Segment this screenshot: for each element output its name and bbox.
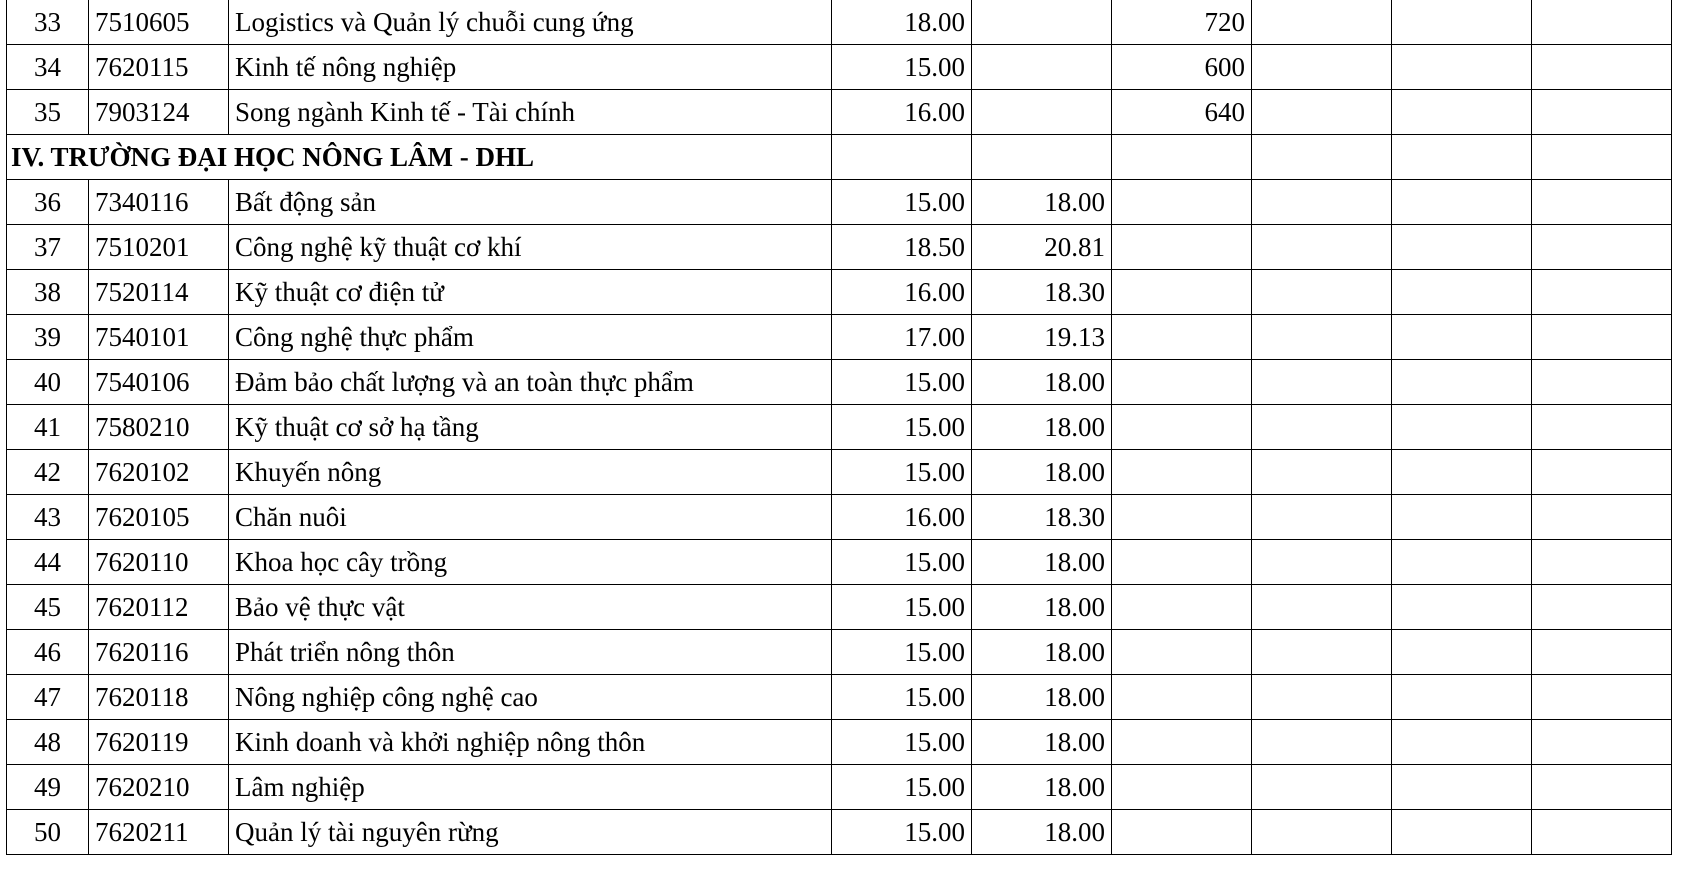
empty-cell[interactable] bbox=[1252, 675, 1392, 720]
major-code-cell[interactable]: 7580210 bbox=[89, 405, 229, 450]
score-cell-3[interactable] bbox=[1112, 315, 1252, 360]
major-name-cell[interactable]: Kỹ thuật cơ điện tử bbox=[229, 270, 832, 315]
row-number-cell[interactable]: 43 bbox=[7, 495, 89, 540]
major-code-cell[interactable]: 7340116 bbox=[89, 180, 229, 225]
score-cell-3[interactable]: 640 bbox=[1112, 90, 1252, 135]
row-number-cell[interactable]: 39 bbox=[7, 315, 89, 360]
row-number-cell[interactable]: 44 bbox=[7, 540, 89, 585]
table-row bbox=[7, 675, 1672, 720]
score-cell-2[interactable]: 20.81 bbox=[972, 225, 1112, 270]
table-row bbox=[7, 720, 1672, 765]
major-name-cell[interactable]: Bất động sản bbox=[229, 180, 832, 225]
empty-cell[interactable] bbox=[1532, 45, 1672, 90]
empty-cell[interactable] bbox=[1392, 810, 1532, 855]
major-code-cell[interactable]: 7620210 bbox=[89, 765, 229, 810]
major-name-cell[interactable]: Nông nghiệp công nghệ cao bbox=[229, 675, 832, 720]
major-name-cell[interactable]: Đảm bảo chất lượng và an toàn thực phẩm bbox=[229, 360, 832, 405]
row-number-cell[interactable]: 35 bbox=[7, 90, 89, 135]
score-cell-2[interactable]: 18.00 bbox=[972, 810, 1112, 855]
score-cell-1[interactable]: 16.00 bbox=[832, 90, 972, 135]
row-number-cell[interactable]: 36 bbox=[7, 180, 89, 225]
empty-cell[interactable] bbox=[1532, 495, 1672, 540]
score-cell-3[interactable]: 720 bbox=[1112, 0, 1252, 45]
empty-cell[interactable] bbox=[1532, 810, 1672, 855]
empty-cell[interactable] bbox=[1532, 585, 1672, 630]
empty-cell[interactable] bbox=[1252, 360, 1392, 405]
table-row bbox=[7, 810, 1672, 855]
empty-cell[interactable] bbox=[1252, 225, 1392, 270]
score-cell-1[interactable]: 18.50 bbox=[832, 225, 972, 270]
score-cell-3[interactable] bbox=[1112, 630, 1252, 675]
score-cell-3[interactable] bbox=[1112, 405, 1252, 450]
score-cell-3[interactable] bbox=[1112, 675, 1252, 720]
empty-cell[interactable] bbox=[1252, 90, 1392, 135]
table-row bbox=[7, 225, 1672, 270]
table-row bbox=[7, 585, 1672, 630]
empty-cell[interactable] bbox=[972, 135, 1112, 180]
score-cell-2[interactable]: 18.00 bbox=[972, 675, 1112, 720]
admission-score-table bbox=[6, 0, 1672, 855]
score-cell-3[interactable] bbox=[1112, 540, 1252, 585]
table-row bbox=[7, 90, 1672, 135]
empty-cell[interactable] bbox=[1532, 720, 1672, 765]
major-code-cell[interactable]: 7540101 bbox=[89, 315, 229, 360]
row-number-cell[interactable]: 47 bbox=[7, 675, 89, 720]
score-cell-2[interactable] bbox=[972, 0, 1112, 45]
major-name-cell[interactable]: Công nghệ kỹ thuật cơ khí bbox=[229, 225, 832, 270]
empty-cell[interactable] bbox=[1392, 675, 1532, 720]
empty-cell[interactable] bbox=[1532, 180, 1672, 225]
table-row bbox=[7, 495, 1672, 540]
score-cell-2[interactable]: 18.30 bbox=[972, 495, 1112, 540]
row-number-cell[interactable]: 41 bbox=[7, 405, 89, 450]
major-name-cell[interactable]: Kinh doanh và khởi nghiệp nông thôn bbox=[229, 720, 832, 765]
score-cell-3[interactable] bbox=[1112, 225, 1252, 270]
major-code-cell[interactable]: 7510201 bbox=[89, 225, 229, 270]
score-cell-2[interactable]: 18.00 bbox=[972, 405, 1112, 450]
table-row bbox=[7, 405, 1672, 450]
score-cell-2[interactable]: 18.00 bbox=[972, 720, 1112, 765]
major-code-cell[interactable]: 7620211 bbox=[89, 810, 229, 855]
major-name-cell[interactable]: Phát triển nông thôn bbox=[229, 630, 832, 675]
score-cell-2[interactable]: 19.13 bbox=[972, 315, 1112, 360]
table-body bbox=[7, 0, 1672, 855]
major-name-cell[interactable]: Kinh tế nông nghiệp bbox=[229, 45, 832, 90]
section-title[interactable]: IV. TRƯỜNG ĐẠI HỌC NÔNG LÂM - DHL bbox=[7, 135, 832, 180]
score-cell-1[interactable]: 15.00 bbox=[832, 630, 972, 675]
score-cell-3[interactable] bbox=[1112, 720, 1252, 765]
score-cell-3[interactable] bbox=[1112, 765, 1252, 810]
empty-cell[interactable] bbox=[1252, 585, 1392, 630]
score-cell-1[interactable]: 15.00 bbox=[832, 450, 972, 495]
empty-cell[interactable] bbox=[1392, 135, 1532, 180]
row-number-cell[interactable]: 37 bbox=[7, 225, 89, 270]
major-code-cell[interactable]: 7520114 bbox=[89, 270, 229, 315]
score-cell-1[interactable]: 15.00 bbox=[832, 675, 972, 720]
empty-cell[interactable] bbox=[832, 135, 972, 180]
score-cell-1[interactable]: 15.00 bbox=[832, 360, 972, 405]
major-code-cell[interactable]: 7620118 bbox=[89, 675, 229, 720]
score-cell-2[interactable]: 18.00 bbox=[972, 765, 1112, 810]
empty-cell[interactable] bbox=[1392, 0, 1532, 45]
row-number-cell[interactable]: 50 bbox=[7, 810, 89, 855]
row-number-cell[interactable]: 49 bbox=[7, 765, 89, 810]
score-cell-1[interactable]: 16.00 bbox=[832, 495, 972, 540]
major-name-cell[interactable]: Bảo vệ thực vật bbox=[229, 585, 832, 630]
row-number-cell[interactable]: 46 bbox=[7, 630, 89, 675]
row-number-cell[interactable]: 40 bbox=[7, 360, 89, 405]
empty-cell[interactable] bbox=[1392, 495, 1532, 540]
score-cell-3[interactable]: 600 bbox=[1112, 45, 1252, 90]
empty-cell[interactable] bbox=[1252, 630, 1392, 675]
table-row bbox=[7, 180, 1672, 225]
empty-cell[interactable] bbox=[1392, 450, 1532, 495]
major-code-cell[interactable]: 7540106 bbox=[89, 360, 229, 405]
row-number-cell[interactable]: 48 bbox=[7, 720, 89, 765]
major-name-cell[interactable]: Lâm nghiệp bbox=[229, 765, 832, 810]
empty-cell[interactable] bbox=[1532, 0, 1672, 45]
empty-cell[interactable] bbox=[1532, 450, 1672, 495]
empty-cell[interactable] bbox=[1392, 405, 1532, 450]
empty-cell[interactable] bbox=[1532, 540, 1672, 585]
empty-cell[interactable] bbox=[1392, 225, 1532, 270]
empty-cell[interactable] bbox=[1252, 135, 1392, 180]
row-number-cell[interactable]: 45 bbox=[7, 585, 89, 630]
table-row bbox=[7, 630, 1672, 675]
empty-cell[interactable] bbox=[1252, 315, 1392, 360]
empty-cell[interactable] bbox=[1532, 315, 1672, 360]
score-cell-1[interactable]: 16.00 bbox=[832, 270, 972, 315]
table-row bbox=[7, 765, 1672, 810]
score-cell-1[interactable]: 17.00 bbox=[832, 315, 972, 360]
score-cell-1[interactable]: 15.00 bbox=[832, 720, 972, 765]
table-row bbox=[7, 270, 1672, 315]
empty-cell[interactable] bbox=[1532, 765, 1672, 810]
score-cell-3[interactable] bbox=[1112, 450, 1252, 495]
major-name-cell[interactable]: Khoa học cây trồng bbox=[229, 540, 832, 585]
score-cell-3[interactable] bbox=[1112, 585, 1252, 630]
empty-cell[interactable] bbox=[1252, 765, 1392, 810]
major-name-cell[interactable]: Chăn nuôi bbox=[229, 495, 832, 540]
empty-cell[interactable] bbox=[1392, 720, 1532, 765]
score-cell-3[interactable] bbox=[1112, 495, 1252, 540]
empty-cell[interactable] bbox=[1392, 630, 1532, 675]
empty-cell[interactable] bbox=[1532, 360, 1672, 405]
empty-cell[interactable] bbox=[1532, 270, 1672, 315]
empty-cell[interactable] bbox=[1252, 405, 1392, 450]
table-row bbox=[7, 450, 1672, 495]
score-cell-2[interactable]: 18.00 bbox=[972, 540, 1112, 585]
major-code-cell[interactable]: 7620105 bbox=[89, 495, 229, 540]
score-cell-1[interactable]: 15.00 bbox=[832, 765, 972, 810]
empty-cell[interactable] bbox=[1532, 225, 1672, 270]
table-row bbox=[7, 0, 1672, 45]
empty-cell[interactable] bbox=[1532, 405, 1672, 450]
score-cell-1[interactable]: 18.00 bbox=[832, 0, 972, 45]
major-name-cell[interactable]: Công nghệ thực phẩm bbox=[229, 315, 832, 360]
score-cell-1[interactable]: 15.00 bbox=[832, 180, 972, 225]
score-cell-2[interactable] bbox=[972, 45, 1112, 90]
empty-cell[interactable] bbox=[1532, 630, 1672, 675]
score-cell-2[interactable] bbox=[972, 90, 1112, 135]
empty-cell[interactable] bbox=[1392, 585, 1532, 630]
empty-cell[interactable] bbox=[1252, 450, 1392, 495]
empty-cell[interactable] bbox=[1252, 180, 1392, 225]
row-number-cell[interactable]: 34 bbox=[7, 45, 89, 90]
major-code-cell[interactable]: 7510605 bbox=[89, 0, 229, 45]
empty-cell[interactable] bbox=[1392, 180, 1532, 225]
empty-cell[interactable] bbox=[1392, 360, 1532, 405]
score-cell-3[interactable] bbox=[1112, 180, 1252, 225]
empty-cell[interactable] bbox=[1392, 540, 1532, 585]
score-cell-1[interactable]: 15.00 bbox=[832, 540, 972, 585]
empty-cell[interactable] bbox=[1532, 135, 1672, 180]
score-cell-1[interactable]: 15.00 bbox=[832, 585, 972, 630]
major-code-cell[interactable]: 7903124 bbox=[89, 90, 229, 135]
major-code-cell[interactable]: 7620119 bbox=[89, 720, 229, 765]
row-number-cell[interactable]: 33 bbox=[7, 0, 89, 45]
table-row bbox=[7, 315, 1672, 360]
empty-cell[interactable] bbox=[1252, 540, 1392, 585]
table-row bbox=[7, 540, 1672, 585]
row-number-cell[interactable]: 42 bbox=[7, 450, 89, 495]
major-code-cell[interactable]: 7620115 bbox=[89, 45, 229, 90]
score-cell-1[interactable]: 15.00 bbox=[832, 405, 972, 450]
section-header-row bbox=[7, 135, 1672, 180]
empty-cell[interactable] bbox=[1532, 675, 1672, 720]
empty-cell[interactable] bbox=[1252, 270, 1392, 315]
score-cell-2[interactable]: 18.00 bbox=[972, 630, 1112, 675]
row-number-cell[interactable]: 38 bbox=[7, 270, 89, 315]
table-row bbox=[7, 45, 1672, 90]
major-code-cell[interactable]: 7620116 bbox=[89, 630, 229, 675]
empty-cell[interactable] bbox=[1392, 90, 1532, 135]
empty-cell[interactable] bbox=[1252, 0, 1392, 45]
major-name-cell[interactable]: Song ngành Kinh tế - Tài chính bbox=[229, 90, 832, 135]
empty-cell[interactable] bbox=[1392, 315, 1532, 360]
score-cell-2[interactable]: 18.00 bbox=[972, 585, 1112, 630]
major-name-cell[interactable]: Quản lý tài nguyên rừng bbox=[229, 810, 832, 855]
empty-cell[interactable] bbox=[1532, 90, 1672, 135]
score-cell-2[interactable]: 18.00 bbox=[972, 450, 1112, 495]
score-cell-2[interactable]: 18.00 bbox=[972, 360, 1112, 405]
score-cell-2[interactable]: 18.30 bbox=[972, 270, 1112, 315]
major-name-cell[interactable]: Logistics và Quản lý chuỗi cung ứng bbox=[229, 0, 832, 45]
score-cell-1[interactable]: 15.00 bbox=[832, 810, 972, 855]
score-cell-3[interactable] bbox=[1112, 360, 1252, 405]
empty-cell[interactable] bbox=[1252, 810, 1392, 855]
empty-cell[interactable] bbox=[1392, 765, 1532, 810]
empty-cell[interactable] bbox=[1392, 45, 1532, 90]
major-code-cell[interactable]: 7620110 bbox=[89, 540, 229, 585]
score-cell-3[interactable] bbox=[1112, 810, 1252, 855]
score-cell-2[interactable]: 18.00 bbox=[972, 180, 1112, 225]
empty-cell[interactable] bbox=[1252, 45, 1392, 90]
major-name-cell[interactable]: Khuyến nông bbox=[229, 450, 832, 495]
table-row bbox=[7, 360, 1672, 405]
score-cell-1[interactable]: 15.00 bbox=[832, 45, 972, 90]
major-code-cell[interactable]: 7620112 bbox=[89, 585, 229, 630]
empty-cell[interactable] bbox=[1392, 270, 1532, 315]
empty-cell[interactable] bbox=[1252, 495, 1392, 540]
score-cell-3[interactable] bbox=[1112, 270, 1252, 315]
major-name-cell[interactable]: Kỹ thuật cơ sở hạ tầng bbox=[229, 405, 832, 450]
empty-cell[interactable] bbox=[1252, 720, 1392, 765]
major-code-cell[interactable]: 7620102 bbox=[89, 450, 229, 495]
empty-cell[interactable] bbox=[1112, 135, 1252, 180]
